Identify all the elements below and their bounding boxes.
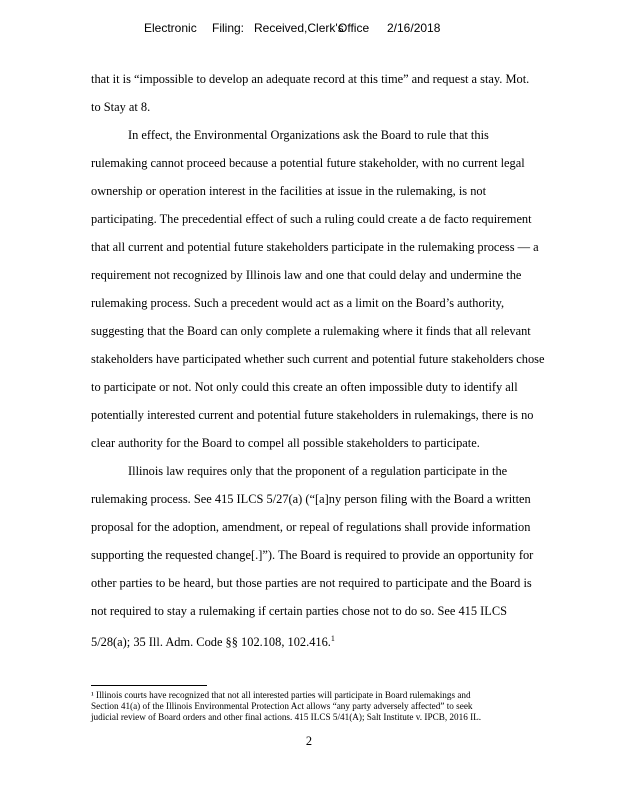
body-line-text: 5/28(a); 35 Ill. Adm. Code §§ 102.108, 102.416. <box>91 635 331 650</box>
body-line: participating. The precedential effect of such a ruling could create a de facto requirement <box>91 212 532 226</box>
footnote-line: judicial review of Board orders and other final actions. 415 ILCS 5/41(A); Salt Institute v. IPCB, 2016 IL. <box>91 712 482 722</box>
footnote-line: ¹ Illinois courts have recognized that not all interested parties will participate in Board rulemakings and <box>91 690 471 700</box>
body-line: In effect, the Environmental Organizations ask the Board to rule that this <box>128 128 489 142</box>
body-line: to participate or not. Not only could this create an often impossible duty to identify all <box>91 380 518 394</box>
footnote-line: Section 41(a) of the Illinois Environmental Protection Act allows “any party adversely affected” to seek <box>91 701 473 711</box>
body-line: suggesting that the Board can only complete a rulemaking where it finds that all relevant <box>91 324 531 338</box>
header-office: Office <box>338 21 370 35</box>
electronic-filing-header <box>0 21 618 37</box>
body-line: rulemaking cannot proceed because a potential future stakeholder, with no current legal <box>91 156 525 170</box>
body-line: Illinois law requires only that the proponent of a regulation participate in the <box>128 464 508 478</box>
header-received: Received,Clerk's <box>254 21 344 35</box>
body-line: other parties to be heard, but those parties are not required to participate and the Board is <box>91 576 532 590</box>
header-date: 2/16/2018 <box>387 21 441 35</box>
page-number: 2 <box>305 734 313 748</box>
body-line: that all current and potential future stakeholders participate in the rulemaking process — a <box>91 240 539 254</box>
body-line: rulemaking process. See 415 ILCS 5/27(a) (“[a]ny person filing with the Board a written <box>91 492 531 506</box>
body-line <box>91 630 335 648</box>
body-line: supporting the requested change[.]”). The Board is required to provide an opportunity for <box>91 548 534 562</box>
body-line: to Stay at 8. <box>91 100 151 114</box>
footnote-marker: 1 <box>330 634 335 643</box>
footnote-divider <box>91 685 207 686</box>
header-electronic: Electronic <box>144 21 197 35</box>
body-line: ownership or operation interest in the facilities at issue in the rulemaking, is not <box>91 184 487 198</box>
body-line: proposal for the adoption, amendment, or repeal of regulations shall provide information <box>91 520 531 534</box>
body-line: rulemaking process. Such a precedent would act as a limit on the Board’s authority, <box>91 296 505 310</box>
body-line: not required to stay a rulemaking if certain parties chose not to do so. See 415 ILCS <box>91 604 508 618</box>
body-line: requirement not recognized by Illinois law and one that could delay and undermine the <box>91 268 522 282</box>
body-line: that it is “impossible to develop an adequate record at this time” and request a stay. Mot. <box>91 72 530 86</box>
body-line: stakeholders have participated whether such current and potential future stakeholders chose <box>91 352 545 366</box>
body-line: potentially interested current and potential future stakeholders in rulemakings, there is no <box>91 408 534 422</box>
body-line: clear authority for the Board to compel all possible stakeholders to participate. <box>91 436 480 450</box>
header-filing: Filing: <box>212 21 245 35</box>
